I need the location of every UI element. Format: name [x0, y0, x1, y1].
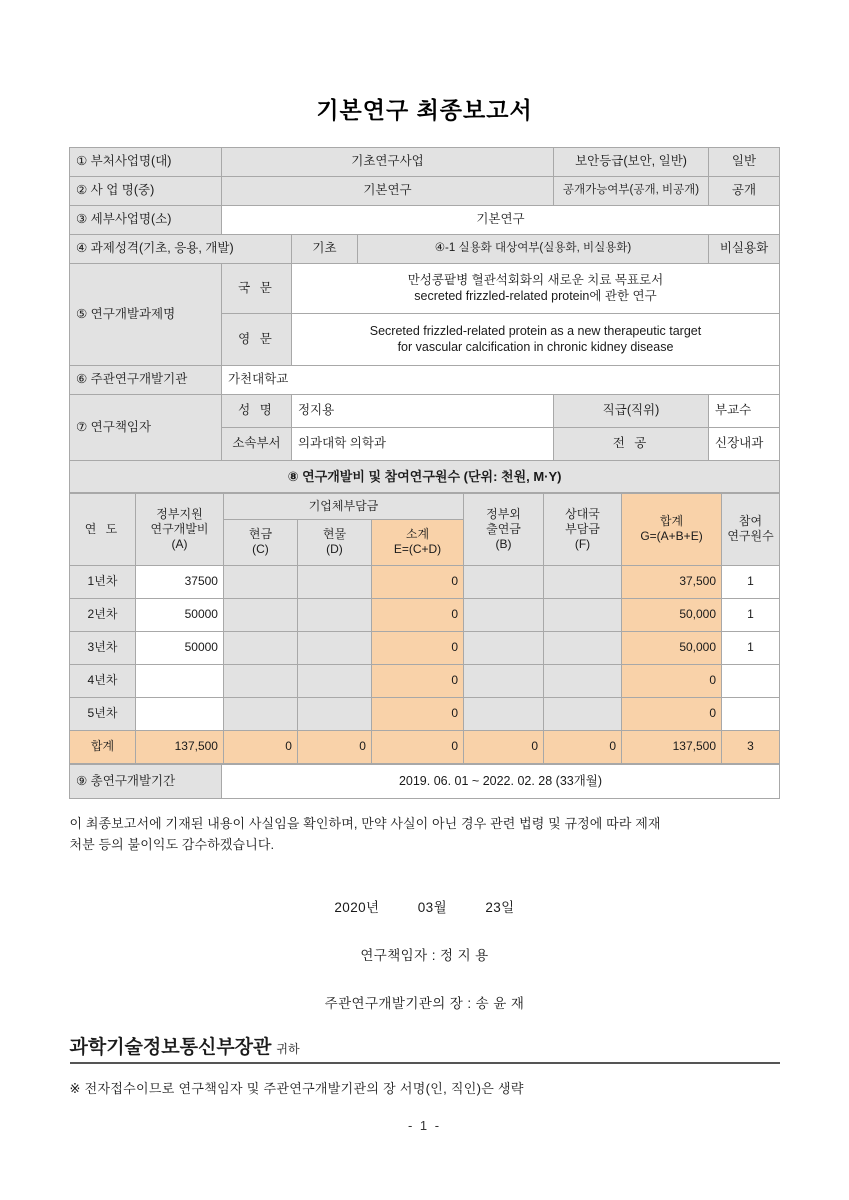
row-researchers — [722, 697, 780, 730]
row-total: 50,000 — [622, 631, 722, 664]
total-row-inkind: 0 — [297, 730, 371, 763]
row-nongov — [464, 565, 544, 598]
row-inkind — [297, 598, 371, 631]
gov-fund-line2: 연구개발비 — [150, 521, 209, 536]
page-title: 기본연구 최종보고서 — [316, 97, 533, 123]
row-total: 0 — [622, 697, 722, 730]
pi-dept-value: 의과대학 의학과 — [291, 427, 553, 460]
row-total: 37,500 — [622, 565, 722, 598]
program-name-value: 기본연구 — [221, 176, 553, 205]
inkind-line2: (D) — [326, 542, 343, 557]
row-researchers: 1 — [722, 598, 780, 631]
col-header-subtotal — [371, 519, 463, 565]
row-year: 3년차 — [69, 631, 135, 664]
nongov-line1: 정부외 — [486, 506, 521, 521]
table-row — [69, 460, 779, 492]
sub-program-label: ③ 세부사업명(소) — [69, 205, 221, 234]
english-title-value — [291, 313, 779, 365]
period-value: 2019. 06. 01 ~ 2022. 02. 28 (33개월) — [222, 764, 780, 798]
row-subtotal: 0 — [371, 697, 463, 730]
row-subtotal: 0 — [371, 631, 463, 664]
budget-total-row — [69, 730, 779, 763]
total-row-subtotal: 0 — [371, 730, 463, 763]
total-row-year: 합계 — [69, 730, 135, 763]
foreign-line2: 부담금 — [565, 521, 600, 536]
total-row-nongov: 0 — [464, 730, 544, 763]
korean-title-value — [291, 263, 779, 313]
row-researchers: 1 — [722, 565, 780, 598]
row-nongov — [464, 631, 544, 664]
pi-major-value: 신장내과 — [709, 427, 780, 460]
foreign-line1: 상대국 — [565, 506, 600, 521]
signature-month: 03월 — [417, 899, 448, 915]
nongov-line3: (B) — [495, 536, 512, 551]
row-foreign — [544, 631, 622, 664]
total-row-cash: 0 — [223, 730, 297, 763]
nongov-line2: 출연금 — [486, 521, 521, 536]
total-line2: G=(A+B+E) — [640, 529, 703, 544]
col-header-cash — [223, 519, 297, 565]
signature-year: 2020년 — [334, 899, 380, 915]
project-type-value: 기초 — [291, 234, 357, 263]
row-gov: 50000 — [135, 631, 223, 664]
pi-name-label: 성 명 — [221, 394, 291, 427]
table-row — [69, 147, 779, 176]
period-label: ⑨ 총연구개발기간 — [70, 764, 222, 798]
row-researchers: 1 — [722, 631, 780, 664]
row-year: 4년차 — [69, 664, 135, 697]
row-cash — [223, 631, 297, 664]
budget-header-row-1 — [69, 493, 779, 519]
page-number: - 1 - — [407, 1118, 442, 1133]
korean-title-line1: 만성콩팥병 혈관석회화의 새로운 치료 목표로서 — [407, 272, 664, 287]
table-row — [69, 176, 779, 205]
col-header-inkind — [297, 519, 371, 565]
table-row — [69, 697, 779, 730]
table-row — [69, 205, 779, 234]
row-nongov — [464, 598, 544, 631]
commercialization-value: 비실용화 — [709, 234, 780, 263]
col-header-gov-fund — [135, 493, 223, 565]
row-year: 1년차 — [69, 565, 135, 598]
row-gov: 37500 — [135, 565, 223, 598]
total-row-gov: 137,500 — [135, 730, 223, 763]
english-title-line2: for vascular calcification in chronic kidney disease — [397, 340, 674, 355]
pi-signature-line: 연구책임자 : 정 지 용 — [360, 947, 489, 963]
gov-fund-line3: (A) — [171, 536, 188, 551]
cash-line2: (C) — [252, 542, 269, 557]
pi-position-label: 직급(직위) — [554, 394, 709, 427]
pi-position-value: 부교수 — [709, 394, 780, 427]
row-year: 5년차 — [69, 697, 135, 730]
table-row — [69, 234, 779, 263]
row-inkind — [297, 664, 371, 697]
pi-dept-label: 소속부서 — [221, 427, 291, 460]
project-info-table — [69, 147, 780, 493]
ministry-program-value: 기초연구사업 — [221, 147, 553, 176]
minister-addressee-row — [70, 1032, 780, 1064]
row-inkind — [297, 697, 371, 730]
total-line1: 합계 — [659, 514, 684, 529]
row-subtotal: 0 — [371, 565, 463, 598]
ministry-program-label: ① 부처사업명(대) — [69, 147, 221, 176]
table-row — [69, 631, 779, 664]
gov-fund-line1: 정부지원 — [156, 506, 203, 521]
sub-program-value: 기본연구 — [221, 205, 779, 234]
statement-line-2: 처분 등의 불이익도 감수하겠습니다. — [69, 837, 275, 853]
row-researchers — [722, 664, 780, 697]
research-period-table — [69, 764, 780, 799]
program-name-label: ② 사 업 명(중) — [69, 176, 221, 205]
security-level-value: 일반 — [709, 147, 780, 176]
project-type-label: ④ 과제성격(기초, 응용, 개발) — [69, 234, 291, 263]
col-header-researchers — [722, 493, 780, 565]
budget-section-caption: ⑧ 연구개발비 및 참여연구원수 (단위: 천원, M·Y) — [69, 460, 779, 492]
statement-line-1: 이 최종보고서에 기재된 내용이 사실임을 확인하며, 만약 사실이 아닌 경우 관련 법령 및 규정에 따라 제재 — [69, 815, 661, 831]
subtotal-line2: E=(C+D) — [393, 542, 442, 557]
row-cash — [223, 664, 297, 697]
total-row-foreign: 0 — [544, 730, 622, 763]
signature-date — [70, 896, 780, 916]
signature-day: 23일 — [485, 899, 515, 915]
minister-suffix: 귀하 — [276, 1041, 300, 1056]
korean-title-line2: secreted frizzled-related protein에 관한 연구 — [414, 289, 657, 304]
foreign-line3: (F) — [574, 536, 591, 551]
minister-title: 과학기술정보통신부장관 — [69, 1036, 272, 1058]
table-row — [69, 263, 779, 313]
disclosure-label: 공개가능여부(공개, 비공개) — [554, 176, 709, 205]
subtotal-line1: 소계 — [405, 527, 430, 542]
row-inkind — [297, 631, 371, 664]
row-nongov — [464, 664, 544, 697]
budget-table — [69, 493, 780, 764]
project-title-label: ⑤ 연구개발과제명 — [69, 263, 221, 365]
pi-name-value: 정지용 — [291, 394, 553, 427]
table-row — [69, 394, 779, 427]
row-gov: 50000 — [135, 598, 223, 631]
inkind-line1: 현물 — [322, 527, 347, 542]
col-header-foreign — [544, 493, 622, 565]
col-header-year: 연 도 — [69, 493, 135, 565]
row-subtotal: 0 — [371, 598, 463, 631]
col-header-company-group: 기업체부담금 — [223, 493, 463, 519]
row-foreign — [544, 598, 622, 631]
row-foreign — [544, 565, 622, 598]
researchers-line2: 연구원수 — [727, 529, 774, 544]
row-foreign — [544, 697, 622, 730]
researchers-line1: 참여 — [738, 514, 763, 529]
table-row — [70, 764, 780, 798]
pi-major-label: 전 공 — [554, 427, 709, 460]
table-row — [69, 565, 779, 598]
cash-line1: 현금 — [248, 527, 273, 542]
org-head-signature-line: 주관연구개발기관의 장 : 송 윤 재 — [324, 995, 525, 1011]
row-total: 0 — [622, 664, 722, 697]
host-org-label: ⑥ 주관연구개발기관 — [69, 365, 221, 394]
total-row-total: 137,500 — [622, 730, 722, 763]
row-year: 2년차 — [69, 598, 135, 631]
security-level-label: 보안등급(보안, 일반) — [554, 147, 709, 176]
row-cash — [223, 697, 297, 730]
korean-title-label: 국 문 — [221, 263, 291, 313]
host-org-value: 가천대학교 — [221, 365, 779, 394]
row-total: 50,000 — [622, 598, 722, 631]
row-subtotal: 0 — [371, 664, 463, 697]
row-gov — [135, 664, 223, 697]
row-gov — [135, 697, 223, 730]
col-header-total — [622, 493, 722, 565]
col-header-nongov — [464, 493, 544, 565]
row-inkind — [297, 565, 371, 598]
english-title-line1: Secreted frizzled-related protein as a new therapeutic target — [369, 323, 702, 338]
confirmation-statement — [70, 813, 780, 856]
total-row-researchers: 3 — [722, 730, 780, 763]
row-nongov — [464, 697, 544, 730]
english-title-label: 영 문 — [221, 313, 291, 365]
pi-label: ⑦ 연구책임자 — [69, 394, 221, 460]
disclosure-value: 공개 — [709, 176, 780, 205]
row-foreign — [544, 664, 622, 697]
electronic-submission-note: ※ 전자접수이므로 연구책임자 및 주관연구개발기관의 장 서명(인, 직인)은 생략 — [69, 1080, 524, 1096]
table-row — [69, 664, 779, 697]
table-row — [69, 598, 779, 631]
row-cash — [223, 598, 297, 631]
table-row — [69, 365, 779, 394]
row-cash — [223, 565, 297, 598]
commercialization-label: ④-1 실용화 대상여부(실용화, 비실용화) — [357, 234, 708, 263]
